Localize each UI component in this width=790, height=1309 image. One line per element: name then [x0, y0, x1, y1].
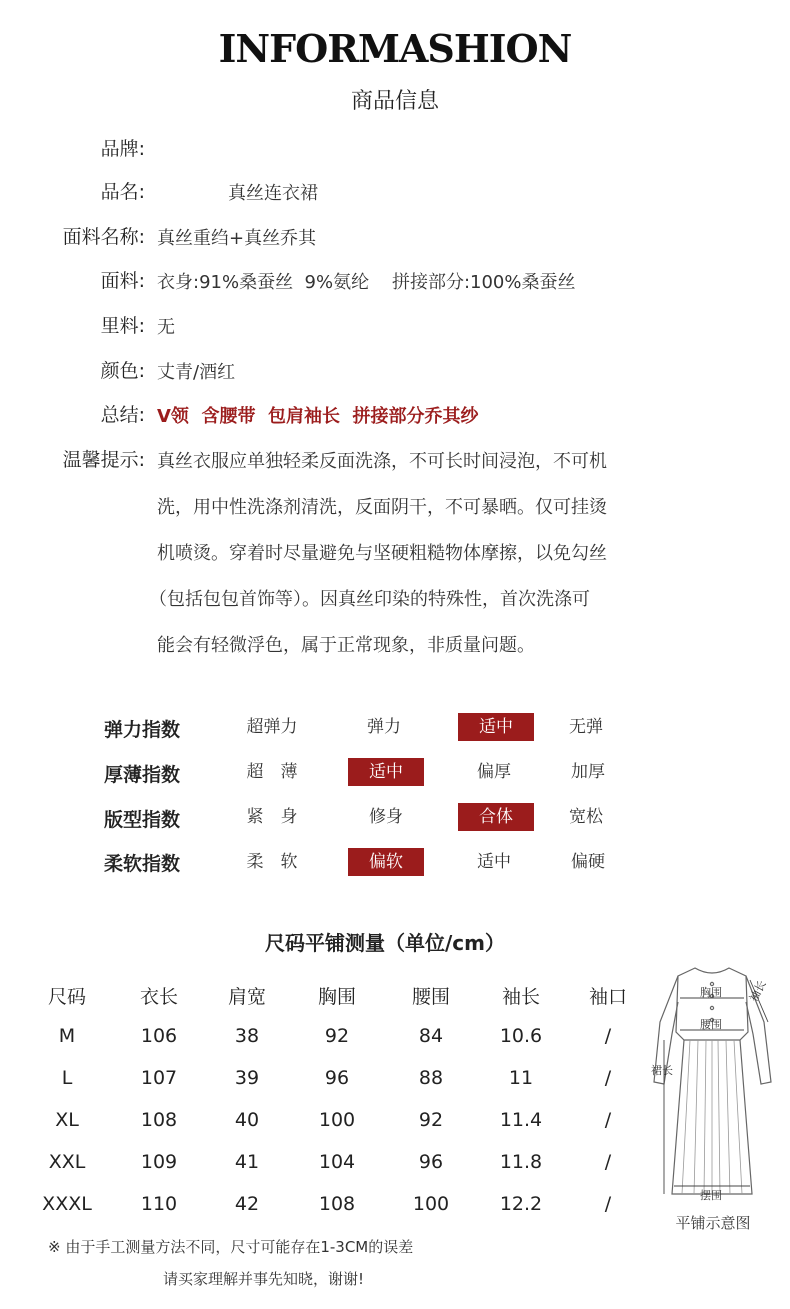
table-cell: 12.2: [499, 1193, 543, 1215]
table-cell: 84: [418, 1025, 444, 1047]
elasticity-index-label: 弹力指数: [104, 719, 181, 741]
table-cell: /: [604, 1109, 612, 1131]
table-cell: 100: [318, 1109, 356, 1131]
index-option-selected: 适中: [458, 713, 534, 741]
index-option: 弹力: [367, 717, 401, 737]
table-cell-size: L: [61, 1067, 73, 1089]
lining-label: 里料:: [100, 315, 145, 337]
tips-line: 真丝衣服应单独轻柔反面洗涤，不可长时间浸泡，不可机: [157, 451, 607, 472]
index-option-selected: 偏软: [348, 848, 424, 876]
table-cell: 11.4: [499, 1109, 543, 1131]
table-cell: 42: [234, 1193, 260, 1215]
index-option: 超弹力: [246, 717, 298, 737]
table-cell: 96: [324, 1067, 350, 1089]
table-cell: 100: [412, 1193, 450, 1215]
tips-line: 机喷烫。穿着时尽量避免与坚硬粗糙物体摩擦，以免勾丝: [157, 543, 607, 564]
index-option-selected: 适中: [348, 758, 424, 786]
table-cell: 92: [418, 1109, 444, 1131]
index-option: 加厚: [571, 762, 605, 782]
index-option: 紧 身: [246, 807, 298, 827]
fabric-label: 面料:: [100, 270, 145, 292]
lining-value: 无: [157, 317, 175, 338]
size-table-title: 尺码平铺测量（单位/cm）: [265, 931, 505, 955]
table-cell: 109: [140, 1151, 178, 1173]
table-cell: /: [604, 1151, 612, 1173]
table-header: 袖口: [588, 986, 627, 1008]
index-option: 适中: [477, 852, 511, 872]
table-cell: 11.8: [499, 1151, 543, 1173]
product-name-label: 品名:: [100, 181, 145, 203]
summary-value: V领 含腰带 包肩袖长 拼接部分乔其纱: [157, 406, 479, 427]
product-name-value: 真丝连衣裙: [228, 183, 318, 204]
table-cell-size: XXL: [48, 1151, 86, 1173]
table-cell: 108: [140, 1109, 178, 1131]
care-tips: [149, 439, 737, 669]
table-cell: 96: [418, 1151, 444, 1173]
table-cell: 104: [318, 1151, 356, 1173]
table-cell: 40: [234, 1109, 260, 1131]
fabric-value: 衣身:91%桑蚕丝 9%氨纶 拼接部分:100%桑蚕丝: [157, 272, 576, 293]
table-cell: 106: [140, 1025, 178, 1047]
table-cell-size: M: [58, 1025, 76, 1047]
index-option: 偏厚: [477, 762, 511, 782]
index-option: 超 薄: [246, 762, 298, 782]
table-header: 肩宽: [227, 986, 266, 1008]
table-header: 袖长: [501, 986, 540, 1008]
index-option: 偏硬: [571, 852, 605, 872]
table-header: 胸围: [317, 986, 356, 1008]
brand-label: 品牌:: [100, 138, 145, 160]
diagram-caption: 平铺示意图: [675, 1214, 751, 1232]
table-header: 衣长: [139, 986, 178, 1008]
dress-diagram-icon: [650, 962, 775, 1207]
tips-line: （包括包包首饰等）。因真丝印染的特殊性，首次洗涤可: [149, 589, 590, 610]
thickness-index-label: 厚薄指数: [104, 764, 181, 786]
table-cell: 88: [418, 1067, 444, 1089]
table-cell: 38: [234, 1025, 260, 1047]
table-cell: /: [604, 1193, 612, 1215]
sleeve-label: 袖长: [747, 978, 769, 1004]
section-subtitle: 商品信息: [350, 89, 439, 114]
waist-label: 腰围: [700, 1018, 722, 1031]
thanks-note: 请买家理解并事先知晓，谢谢!: [163, 1270, 365, 1288]
table-header: 腰围: [411, 986, 450, 1008]
index-option: 修身: [369, 807, 403, 827]
table-cell: 107: [140, 1067, 178, 1089]
measurement-note: ※ 由于手工测量方法不同，尺寸可能存在1-3CM的误差: [48, 1238, 414, 1256]
table-cell: 39: [234, 1067, 260, 1089]
table-header: 尺码: [47, 986, 86, 1008]
index-option: 柔 软: [246, 852, 298, 872]
index-option: 宽松: [569, 807, 603, 827]
table-cell: /: [604, 1067, 612, 1089]
tips-label: 温馨提示:: [62, 449, 145, 471]
color-label: 颜色:: [100, 360, 145, 382]
table-cell: 11: [508, 1067, 534, 1089]
table-cell: /: [604, 1025, 612, 1047]
index-option-selected: 合体: [458, 803, 534, 831]
table-cell-size: XXXL: [42, 1193, 92, 1215]
fabric-name-value: 真丝重绉+真丝乔其: [157, 228, 317, 249]
tips-line: 洗，用中性洗涤剂清洗，反面阴干，不可暴晒。仅可挂烫: [157, 497, 607, 518]
hem-label: 摆围: [700, 1189, 722, 1202]
table-cell: 108: [318, 1193, 356, 1215]
summary-label: 总结:: [100, 404, 145, 426]
length-label: 裙长: [651, 1064, 673, 1077]
table-cell: 92: [324, 1025, 350, 1047]
brand-title: INFORMASHION: [218, 26, 572, 71]
softness-index-label: 柔软指数: [104, 853, 181, 875]
table-cell: 41: [234, 1151, 260, 1173]
fabric-name-label: 面料名称:: [62, 226, 145, 248]
table-cell-size: XL: [55, 1109, 79, 1131]
table-cell: 10.6: [499, 1025, 543, 1047]
color-value: 丈青/酒红: [157, 362, 236, 383]
table-cell: 110: [140, 1193, 178, 1215]
index-option: 无弹: [569, 717, 603, 737]
fit-index-label: 版型指数: [104, 809, 181, 831]
chest-label: 胸围: [700, 986, 722, 999]
tips-line: 能会有轻微浮色，属于正常现象，非质量问题。: [157, 635, 535, 656]
